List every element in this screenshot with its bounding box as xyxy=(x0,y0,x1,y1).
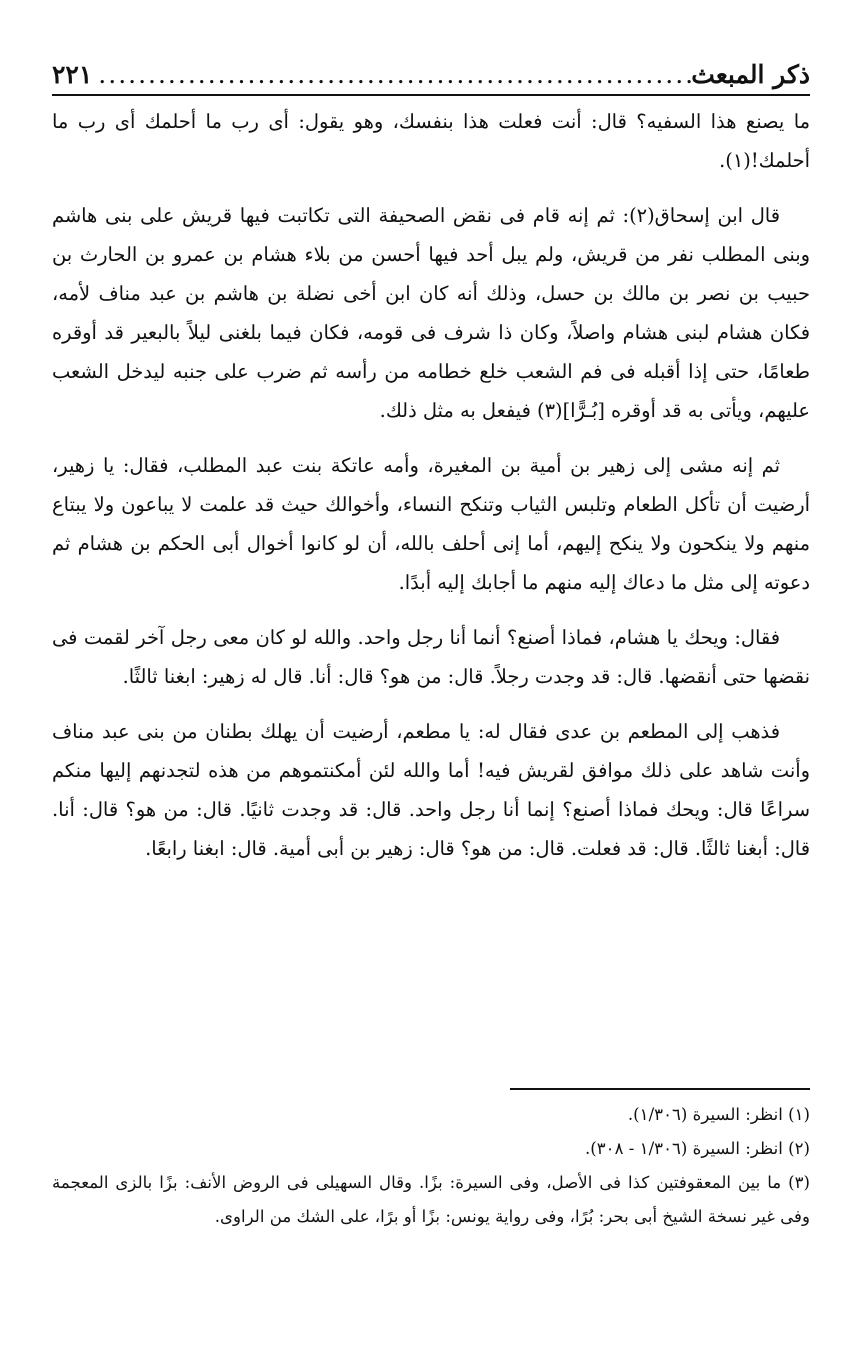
paragraph: فذهب إلى المطعم بن عدى فقال له: يا مطعم، أرضيت أن يهلك بطنان من بنى عبد مناف وأنت شاهد على ذلك موافق لقريش فيه! أما والله لئن أمكنتموهم من هذه لتجدنهم إليها منكم سراعًا قال: ويحك فماذا أصنع؟ إنما أنا رجل واحد. قال: قد وجدت ثانيًا. قال: من هو؟ قال: أنا. قال: أبغنا ثالثًا. قال: قد فعلت. قال: من هو؟ قال: زهير بن أبى أمية. قال: ابغنا رابعًا. xyxy=(52,720,810,860)
footnote: (١) انظر: السيرة (١/٣٠٦). xyxy=(627,1105,810,1124)
paragraph: فقال: ويحك يا هشام، فماذا أصنع؟ أنما أنا رجل واحد. والله لو كان معى رجل آخر لقمت فى نقضها حتى أنقضها. قال: قد وجدت رجلاً. قال: من هو؟ قال: أنا. قال له زهير: ابغنا ثالثًا. xyxy=(52,626,810,688)
chapter-title: ذكر المبعث xyxy=(691,60,810,89)
paragraph: ثم إنه مشى إلى زهير بن أمية بن المغيرة، وأمه عاتكة بنت عبد المطلب، فقال: يا زهير، أرضيت أن تأكل الطعام وتلبس الثياب وتنكح النساء، وأخوالك حيث قد علمت لا يباعون ولا يبتاع منهم ولا ينكحون ولا ينكح إليهم، أما إنى أحلف بالله، أن لو كانوا أخوال أبى الحكم بن هشام ثم دعوته إلى مثل ما دعاك إليه منهم ما أجابك إليه أبدًا. xyxy=(52,454,810,594)
footnote: (٢) انظر: السيرة (١/٣٠٦ - ٣٠٨). xyxy=(585,1139,810,1158)
paragraph: ما يصنع هذا السفيه؟ قال: أنت فعلت هذا بنفسك، وهو يقول: أى رب ما أحلمك أى رب ما أحلمك!(١). xyxy=(52,110,810,172)
main-text xyxy=(52,102,810,868)
footnote-rule xyxy=(510,1088,810,1090)
paragraph: قال ابن إسحاق(٢): ثم إنه قام فى نقض الصحيفة التى تكاتبت فيها قريش على بنى هاشم وبنى المطلب نفر من قريش، ولم يبل أحد فيها أحسن من بلاء هشام بن عمرو بن الحارث بن حبيب بن نصر بن مالك بن حسل، وذلك أنه كان ابن أخى نضلة بن هاشم بن عبد مناف لأمه، فكان هشام لبنى هشام واصلاً، وكان ذا شرف فى قومه، فكان فيما بلغنى ليلاً بالبعير قد أوقره طعامًا، حتى إذا أقبله فى فم الشعب خلع خطامه من رأسه ثم ضرب على جنبه ليدخل الشعب عليهم، ويأتى به قد أوقره [بُـرًّا](٣) فيفعل به مثل ذلك. xyxy=(52,204,810,422)
footnote: (٣) ما بين المعقوفتين كذا فى الأصل، وفى السيرة: بزًا. وقال السهيلى فى الروض الأنف: بزًا بالزى المعجمة وفى غير نسخة الشيخ أبى بحر: بُرًا، وفى رواية يونس: بزًا أو برًا، على الشك من الراوى. xyxy=(52,1173,810,1226)
page xyxy=(52,60,810,868)
footnotes xyxy=(52,1088,810,1234)
leader-dots xyxy=(92,60,691,90)
page-number: ٢٢١ xyxy=(52,60,93,89)
running-head xyxy=(52,60,810,96)
